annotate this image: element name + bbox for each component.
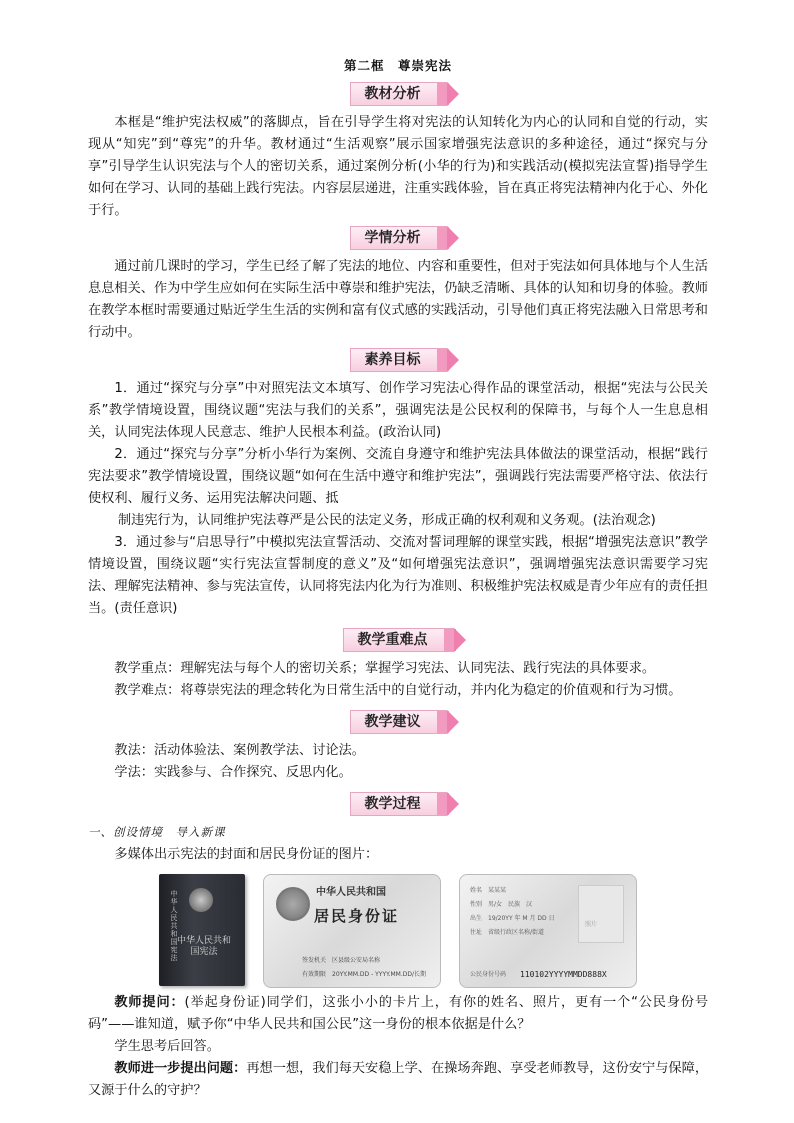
teacher-question-2 <box>88 1058 708 1102</box>
advice-teach-label: 教法： <box>114 743 154 758</box>
constitution-book-image <box>159 874 245 986</box>
section-process-header <box>88 792 708 816</box>
id-card-title: 居民身份证 <box>314 907 400 925</box>
key-focus <box>88 658 708 680</box>
teacher-question-2-label: 教师进一步提出问题： <box>114 1061 247 1076</box>
key-difficulty <box>88 680 708 702</box>
book-cover-text: 中华人民共和国宪法 <box>177 936 232 957</box>
id-card-address-field: 住址 省级行政区名称/街道 <box>470 929 545 936</box>
media-images <box>88 874 708 988</box>
id-card-valid: 有效期限 20YY.MM.DD - YYYY.MM.DD/长期 <box>302 971 427 978</box>
id-card-country: 中华人民共和国 <box>316 887 386 898</box>
advice-learn <box>88 762 708 784</box>
goal-3: 3．通过参与“启思导行”中模拟宪法宣誓活动、交流对誓词理解的课堂实践，根据“增强宪法意识”教学情境设置，围绕议题“实行宪法宣誓制度的意义”及“如何增强宪法意识”，强调增强宪法意识需要学习宪法、理解宪法精神、参与宪法宣传，认同将宪法内化为行为准则、积极维护宪法权威是青少年应有的责任担当。(责任意识) <box>88 535 708 616</box>
teacher-question-1-text: (举起身份证)同学们，这张小小的卡片上，有你的姓名、照片，更有一个“公民身份号码”——谁知道，赋予你“中华人民共和国公民”这一身份的根本依据是什么？ <box>88 995 709 1032</box>
goal-1: 1．通过“探究与分享”中对照宪法文本填写、创作学习宪法心得作品的课堂活动，根据“宪法与公民关系”教学情境设置，围绕议题“宪法与我们的关系”，强调宪法是公民权利的保障书，与每个人一生息息相关，认同宪法体现人民意志、维护人民根本利益。(政治认同) <box>88 381 708 440</box>
process-step-1: 一、创设情境 导入新课 <box>88 825 226 839</box>
key-focus-text: 理解宪法与每个人的密切关系；掌握学习宪法、认同宪法、践行宪法的具体要求。 <box>180 661 656 676</box>
advice-learn-text: 实践参与、合作探究、反思内化。 <box>153 765 352 780</box>
section-tag-analysis: 教材分析 <box>350 82 447 106</box>
id-card-front-image <box>263 874 441 988</box>
book-spine-text: 中华人民共和国宪法 <box>170 890 178 962</box>
teacher-question-1 <box>88 992 708 1036</box>
key-difficulty-text: 将尊崇宪法的理念转化为日常生活中的自觉行动，并内化为稳定的价值观和行为习惯。 <box>180 683 682 698</box>
advice-learn-label: 学法： <box>114 765 154 780</box>
teacher-question-2-text: 再想一想，我们每天安稳上学、在操场奔跑、享受老师教导，这份安宁与保障，又源于什么的守护？ <box>88 1061 709 1098</box>
national-emblem-icon <box>189 888 213 912</box>
id-card-authority: 签发机关 区县级公安局名称 <box>302 957 381 964</box>
section-tag-learner: 学情分析 <box>350 226 447 250</box>
section-tag-goals: 素养目标 <box>350 348 447 372</box>
goal-2b: 制违宪行为，认同维护宪法尊严是公民的法定义务，形成正确的权利观和义务观。(法治观念) <box>118 513 656 528</box>
advice-teach-text: 活动体验法、案例教学法、讨论法。 <box>153 743 365 758</box>
page-title: 第二框 尊崇宪法 <box>343 58 452 73</box>
learner-paragraph: 通过前几课时的学习，学生已经了解了宪法的地位、内容和重要性，但对于宪法如何具体地与个人生活息息相关、作为中学生应如何在实际生活中尊崇和维护宪法，仍缺乏清晰、具体的认知和切身的体验。教师在教学本框时需要通过贴近学生生活的实例和富有仪式感的实践活动，引导他们真正将宪法融入日常思考和行动中。 <box>88 259 708 340</box>
section-analysis-header <box>88 82 708 106</box>
id-card-photo <box>578 885 624 943</box>
analysis-paragraph: 本框是“维护宪法权威”的落脚点，旨在引导学生将对宪法的认知转化为内心的认同和自觉的行动，实现从“知宪”到“尊宪”的升华。教材通过“生活观察”展示国家增强宪法意识的多种途径，通过“探究与分享”引导学生认识宪法与个人的密切关系，通过案例分析(小华的行为)和实践活动(模拟宪法宣誓)指导学生如何在学习、认同的基础上践行宪法。内容层层递进，注重实践体验，旨在真正将宪法精神内化于心、外化于行。 <box>88 115 708 218</box>
goal-2a: 2．通过“探究与分享”分析小华行为案例、交流自身遵守和维护宪法具体做法的课堂活动，根据“践行宪法要求”教学情境设置，围绕议题“如何在生活中遵守和维护宪法”，强调践行宪法需要严格守法、依法行使权利、履行义务、运用宪法解决问题、抵 <box>88 447 708 506</box>
id-card-photo-label: 照片 <box>585 921 598 928</box>
section-tag-process: 教学过程 <box>350 792 447 816</box>
section-learner-header <box>88 226 708 250</box>
section-goals-header <box>88 348 708 372</box>
id-card-name-field: 姓名 某某某 <box>470 887 507 894</box>
id-card-sex-field: 性别 男/女 民族 汉 <box>470 901 533 908</box>
id-card-back-image <box>459 874 637 988</box>
section-advice-header <box>88 710 708 734</box>
advice-teach <box>88 740 708 762</box>
id-card-number: 110102YYYYMMDD888X <box>520 970 607 979</box>
key-difficulty-label: 教学难点： <box>114 683 181 698</box>
process-intro: 多媒体出示宪法的封面和居民身份证的图片： <box>114 847 379 862</box>
document-page <box>88 56 708 1102</box>
section-tag-advice: 教学建议 <box>350 710 447 734</box>
id-card-number-label: 公民身份号码 <box>470 971 507 978</box>
section-tag-key: 教学重难点 <box>343 628 454 652</box>
id-card-birth-field: 出生 19/20YY 年 M 月 DD 日 <box>470 915 555 922</box>
section-key-header <box>88 628 708 652</box>
student-answer: 学生思考后回答。 <box>114 1039 220 1054</box>
key-focus-label: 教学重点： <box>114 661 181 676</box>
teacher-question-1-label: 教师提问： <box>114 995 185 1010</box>
national-emblem-icon <box>276 887 310 921</box>
